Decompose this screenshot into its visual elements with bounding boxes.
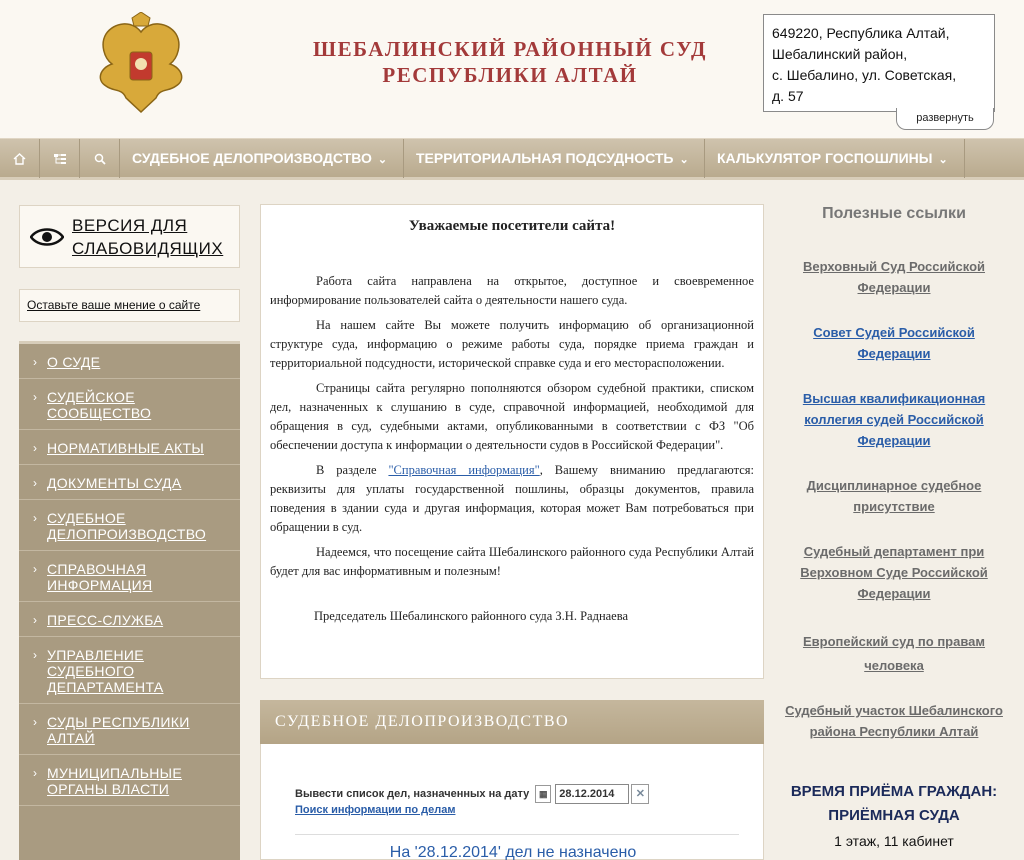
reception-location: 1 этаж, 11 кабинет: [834, 833, 954, 849]
case-search-link[interactable]: Поиск информации по делам: [295, 804, 456, 816]
date-filter-label: Вывести список дел, назначенных на дату: [295, 788, 530, 800]
eye-icon: [30, 226, 64, 248]
site-title-line1: ШЕБАЛИНСКИЙ РАЙОННЫЙ СУД: [313, 37, 707, 61]
coat-of-arms-icon: [92, 12, 190, 118]
sidebar-item-case-proceedings[interactable]: [19, 500, 240, 551]
useful-links-title: Полезные ссылки: [822, 205, 966, 222]
clear-date-icon[interactable]: ✕: [631, 784, 649, 804]
address-line: Шебалинский район,: [772, 46, 908, 62]
nav-item-label: СУДЕБНОЕ ДЕЛОПРОИЗВОДСТВО: [132, 150, 372, 166]
welcome-notice: [260, 204, 764, 679]
sidebar-item-judicial-department[interactable]: [19, 637, 240, 704]
calendar-icon[interactable]: ▦: [535, 785, 551, 803]
feedback-link[interactable]: Оставьте ваше мнение о сайте: [19, 289, 240, 322]
sidebar-item-court-documents[interactable]: [19, 465, 240, 500]
sidebar-item-about[interactable]: [19, 344, 240, 379]
notice-paragraph: Работа сайта направлена на открытое, доступное и своевременное информирование пользователей сайта о деятельности нашего суда.: [270, 274, 754, 307]
notice-paragraph: Надеемся, что посещение сайта Шебалинского районного суда Республики Алтай будет для вас информативным и полезным!: [270, 545, 754, 578]
address-box: [763, 14, 995, 112]
sidebar-item-label: СУДЕЙСКОЕ СООБЩЕСТВО: [47, 389, 152, 421]
sidebar-item-regulations[interactable]: [19, 430, 240, 465]
home-icon[interactable]: [0, 139, 40, 178]
chevron-right-icon: ›: [33, 766, 38, 780]
sidebar-item-courts-altai[interactable]: [19, 704, 240, 755]
site-title: [270, 36, 750, 88]
notice-paragraph: На нашем сайте Вы можете получить информацию об организационной структуре суда, информацию о режиме работы суда, порядке приема граждан и территориальной подсудности, исторической справке суда и его месторасположении.: [270, 318, 754, 370]
no-cases-message: На '28.12.2014' дел не назначено: [389, 844, 637, 860]
nav-item-label: ТЕРРИТОРИАЛЬНАЯ ПОДСУДНОСТЬ: [416, 150, 674, 166]
chevron-right-icon: ›: [33, 613, 38, 627]
link-magistrate-precinct[interactable]: Судебный участок Шебалинского района Республики Алтай: [785, 703, 1003, 739]
chevron-down-icon: ⌄: [377, 154, 388, 166]
reception-title-line2: ПРИЁМНАЯ СУДА: [828, 807, 960, 824]
address-line: с. Шебалино, ул. Советская,: [772, 67, 957, 83]
nav-item-case-proceedings[interactable]: [120, 139, 404, 178]
link-qualification-board[interactable]: Высшая квалификационная коллегия судей Российской Федерации: [802, 391, 986, 448]
notice-signature: Председатель Шебалинского районного суда З.Н. Раднаева: [314, 609, 629, 623]
low-vision-label-line1: ВЕРСИЯ ДЛЯ: [72, 215, 188, 235]
case-proceedings-panel: [260, 744, 764, 860]
reception-title-line1: ВРЕМЯ ПРИЁМА ГРАЖДАН:: [790, 783, 998, 800]
notice-heading: Уважаемые посетители сайта!: [408, 218, 616, 234]
reference-info-link[interactable]: "Справочная информация": [388, 463, 540, 477]
sidebar-item-municipal-authorities[interactable]: [19, 755, 240, 806]
date-filter-row: [295, 784, 649, 804]
chevron-right-icon: ›: [33, 476, 38, 490]
chevron-down-icon: ⌄: [938, 154, 948, 166]
notice-paragraph: Страницы сайта регулярно пополняются обзором судебной практики, списком дел, назначенных к слушанию в суде, справочной информацией, необходимой для обращения в суд, судебными актами, опубликованными в соответствии с ФЗ "Об обеспечении доступа к информации о деятельности судов в Российской Федерации".: [270, 381, 754, 452]
chevron-right-icon: ›: [33, 648, 38, 662]
nav-item-territorial-jurisdiction[interactable]: [404, 139, 705, 178]
notice-paragraph: [270, 461, 754, 537]
low-vision-label: [72, 214, 223, 260]
chevron-down-icon: ⌄: [679, 154, 689, 166]
site-header: [0, 0, 1024, 138]
main-navbar: [0, 138, 1024, 180]
chevron-right-icon: ›: [33, 562, 38, 576]
case-proceedings-heading: СУДЕБНОЕ ДЕЛОПРОИЗВОДСТВО: [260, 700, 764, 744]
sidebar-item-label: НОРМАТИВНЫЕ АКТЫ: [47, 440, 205, 456]
address-line: д. 57: [772, 88, 804, 104]
sidebar-item-judicial-community[interactable]: [19, 379, 240, 430]
notice-text: В разделе: [316, 463, 389, 477]
nav-item-label: КАЛЬКУЛЯТОР ГОСПОШЛИНЫ: [717, 150, 933, 166]
chevron-right-icon: ›: [33, 355, 38, 369]
sidebar-item-label: УПРАВЛЕНИЕ СУДЕБНОГО ДЕПАРТАМЕНТА: [47, 647, 164, 695]
sitemap-icon[interactable]: [40, 139, 80, 178]
chevron-right-icon: ›: [33, 441, 38, 455]
sidebar-item-label: ПРЕСС-СЛУЖБА: [47, 612, 164, 628]
notice-text: , Вашему вниманию предлагаются: реквизиты для уплаты государственной пошлины, образцы документов, правила поведения в здании суда и другая информация, которая может Вам потребоваться при обращении в суд.: [270, 463, 754, 534]
chevron-right-icon: ›: [33, 511, 38, 525]
sidebar-item-press-service[interactable]: [19, 602, 240, 637]
sidebar-item-label: СУДЕБНОЕ ДЕЛОПРОИЗВОДСТВО: [47, 510, 207, 542]
sidebar-item-reference-info[interactable]: [19, 551, 240, 602]
low-vision-label-line2: СЛАБОВИДЯЩИХ: [72, 238, 224, 258]
sidebar-item-label: ДОКУМЕНТЫ СУДА: [47, 475, 182, 491]
date-input[interactable]: 28.12.2014: [555, 784, 629, 804]
sidebar-item-label: СПРАВОЧНАЯ ИНФОРМАЦИЯ: [47, 561, 153, 593]
low-vision-version-button[interactable]: [19, 205, 240, 268]
sidebar-item-label: О СУДЕ: [47, 354, 101, 370]
link-echr[interactable]: Европейский суд по правам человека: [802, 634, 986, 673]
address-line: 649220, Республика Алтай,: [772, 25, 950, 41]
sidebar-item-label: МУНИЦИПАЛЬНЫЕ ОРГАНЫ ВЛАСТИ: [47, 765, 182, 797]
site-title-line2: РЕСПУБЛИКИ АЛТАЙ: [382, 63, 638, 87]
sidebar-item-label: СУДЫ РЕСПУБЛИКИ АЛТАЙ: [47, 714, 190, 746]
link-judicial-department[interactable]: Судебный департамент при Верховном Суде Российской Федерации: [800, 544, 988, 601]
divider: [295, 834, 739, 835]
reception-hours-title: [784, 780, 1004, 828]
link-supreme-court[interactable]: Верховный Суд Российской Федерации: [803, 259, 985, 295]
nav-item-fee-calculator[interactable]: [705, 139, 965, 178]
sidebar-menu: [19, 341, 240, 860]
link-disciplinary-presence[interactable]: Дисциплинарное судебное присутствие: [806, 478, 982, 514]
chevron-right-icon: ›: [33, 390, 38, 404]
expand-address-button[interactable]: развернуть: [896, 108, 994, 130]
link-council-of-judges[interactable]: Совет Судей Российской Федерации: [813, 325, 975, 361]
search-icon[interactable]: [80, 139, 120, 178]
chevron-right-icon: ›: [33, 715, 38, 729]
